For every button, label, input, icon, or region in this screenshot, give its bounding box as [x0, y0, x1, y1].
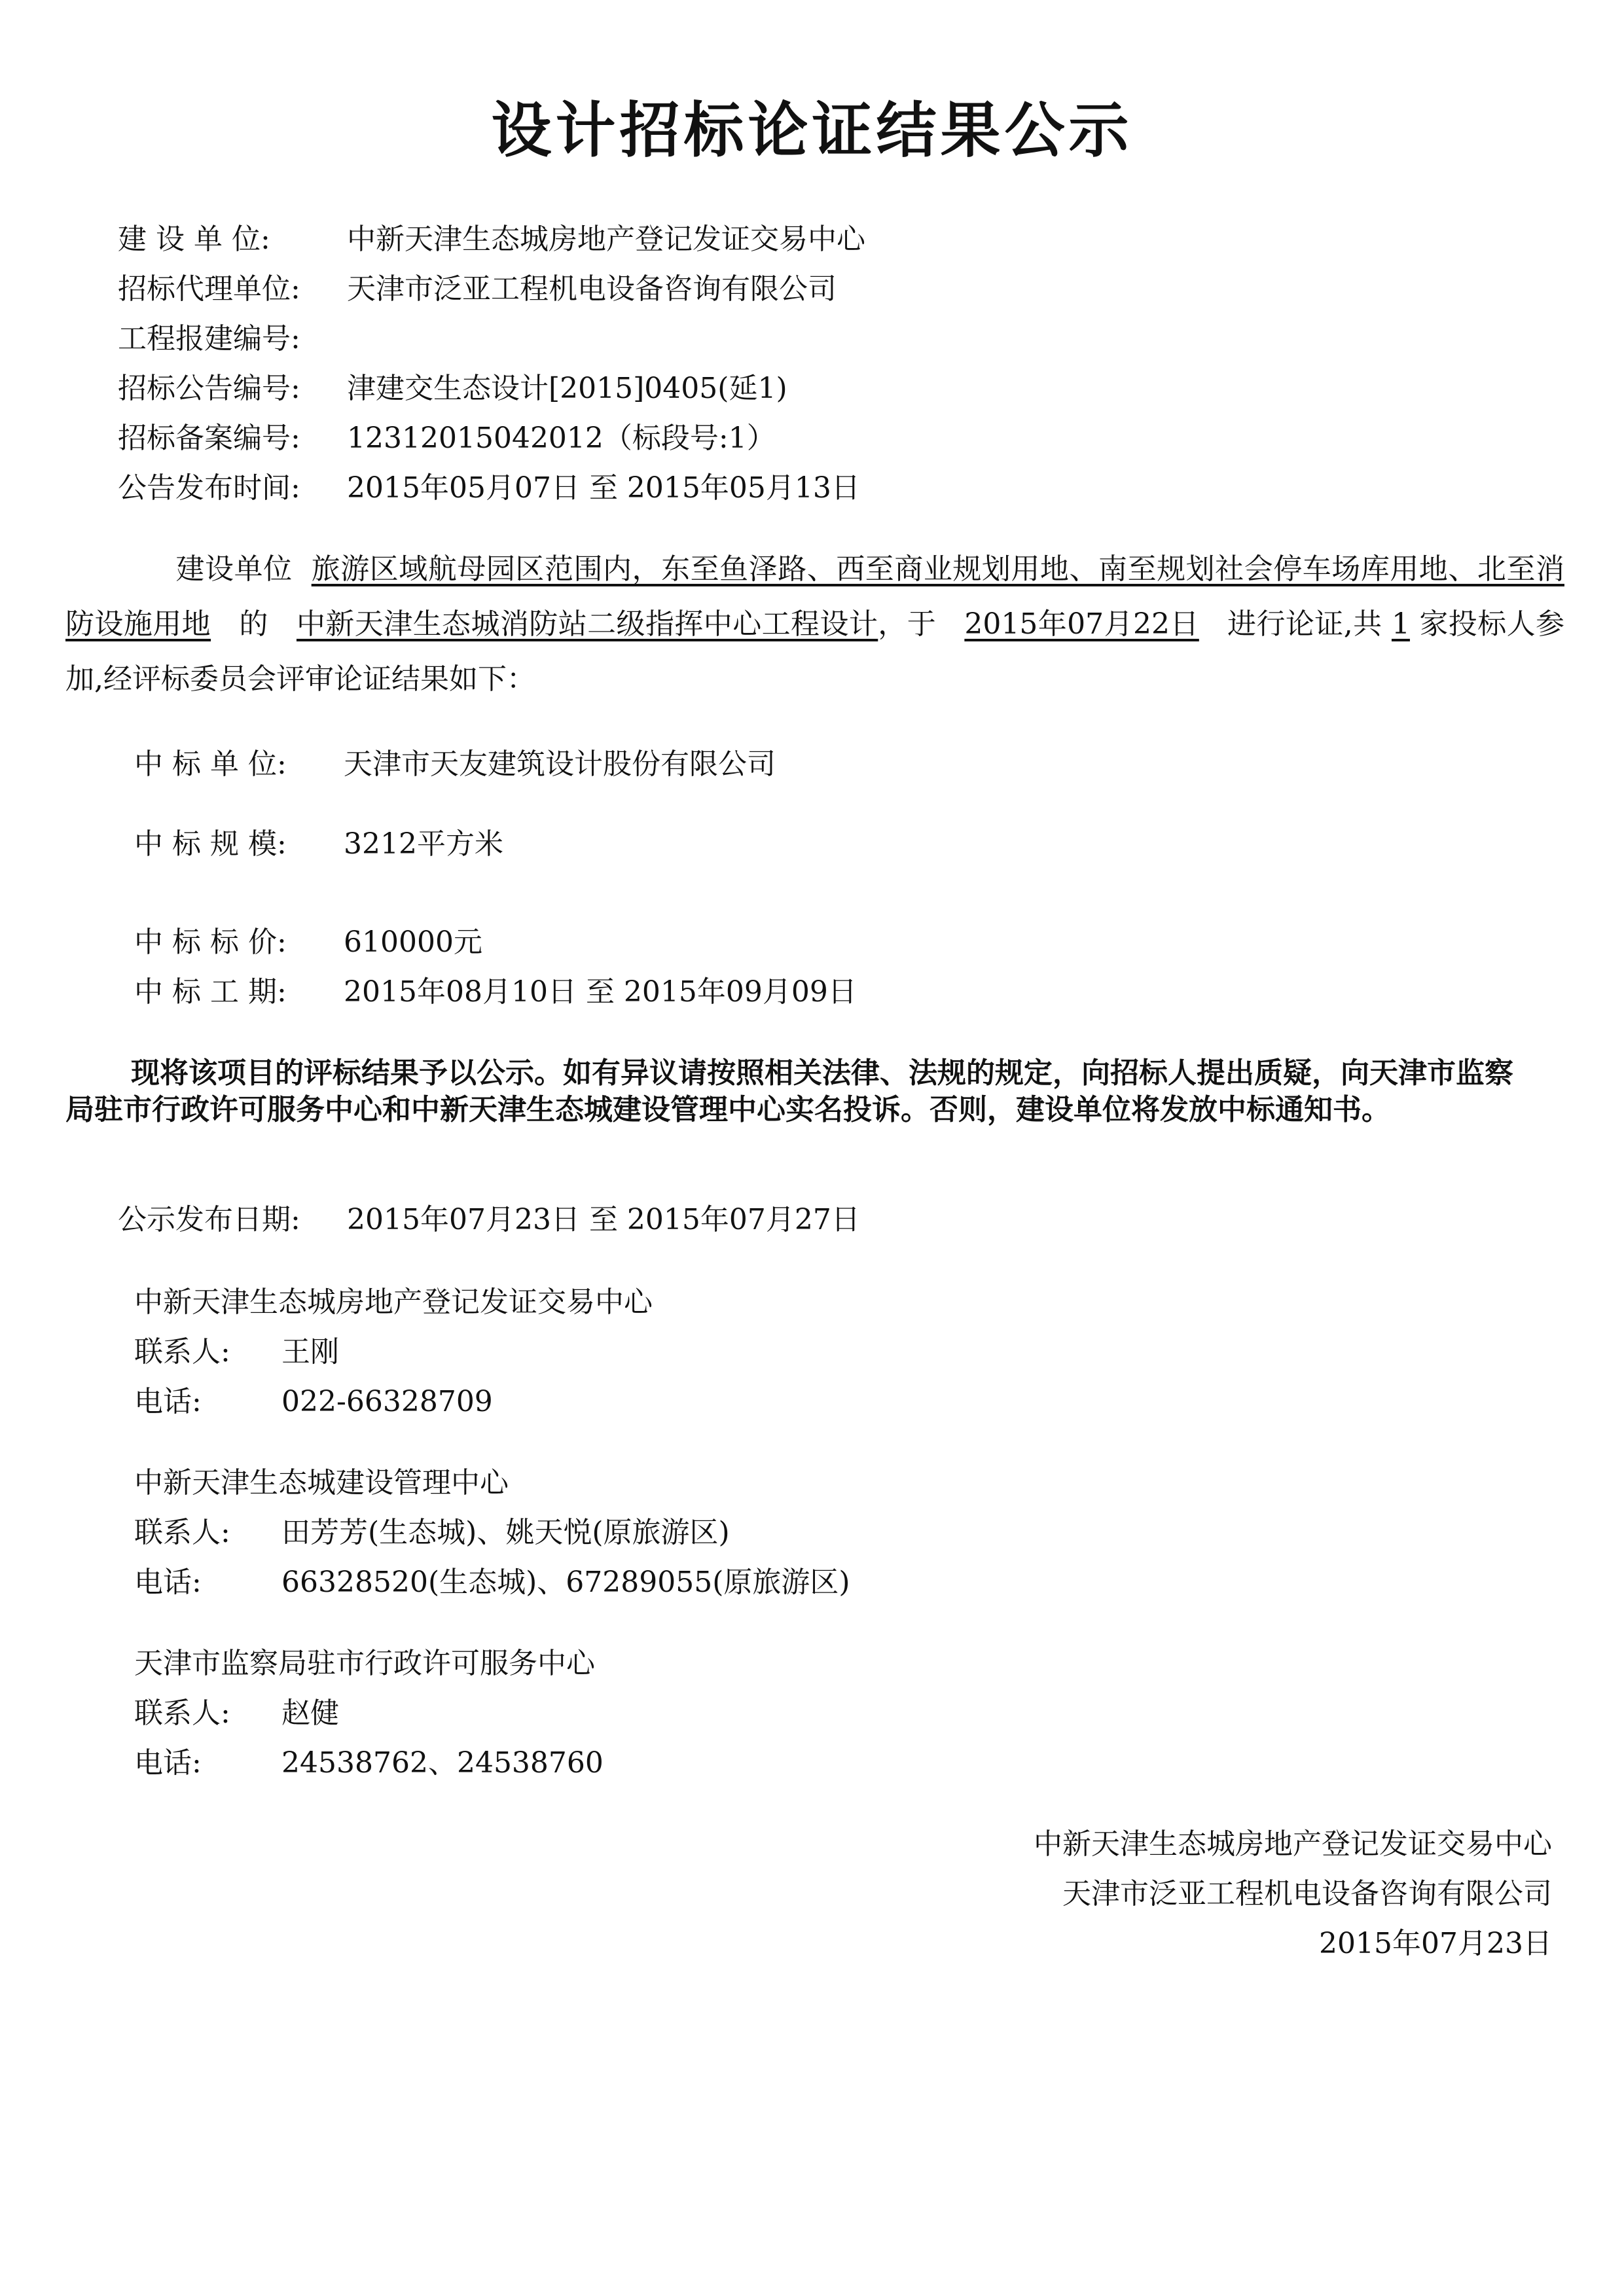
contact-person-row — [134, 1334, 339, 1371]
summary-suffix: 家投标人参加,经评标委员会评审论证结果如下： — [65, 607, 1565, 696]
project-location: 旅游区域航母园区范围内，东至鱼泽路、西至商业规划用地、南至规划社会停车场库用地、北至消防设施用地 — [65, 552, 1564, 641]
result-value: 2015年08月10日 至 2015年09月09日 — [344, 975, 857, 1009]
contact-person: 王刚 — [281, 1335, 339, 1369]
contact-phone: 66328520(生态城)、67289055(原旅游区) — [281, 1566, 850, 1599]
info-row-builder — [118, 221, 865, 258]
info-value: 2015年05月07日 至 2015年05月13日 — [347, 471, 860, 505]
contact-org: 天津市监察局驻市行政许可服务中心 — [134, 1647, 595, 1680]
contact-org: 中新天津生态城建设管理中心 — [134, 1466, 509, 1499]
info-row-agent — [118, 271, 837, 308]
info-row-announcement-time — [118, 470, 860, 507]
info-value: 津建交生态设计[2015]0405(延1) — [347, 372, 787, 405]
result-value: 610000元 — [344, 925, 482, 959]
result-value: 3212平方米 — [344, 827, 503, 861]
publish-label: 公示发布日期: — [118, 1203, 300, 1236]
result-label: 中 标 标 价: — [134, 925, 287, 959]
publish-value: 2015年07月23日 至 2015年07月27日 — [347, 1203, 860, 1236]
summary-mid3: 进行论证,共 — [1227, 607, 1382, 641]
result-row-price — [134, 924, 482, 961]
info-row-announcement-number — [118, 370, 787, 407]
summary-paragraph — [65, 542, 1564, 707]
signature-date: 2015年07月23日 — [1319, 1927, 1552, 1960]
publish-date-row — [118, 1202, 860, 1238]
project-name: 中新天津生态城消防站二级指挥中心工程设计 — [296, 607, 878, 641]
evaluation-date: 2015年07月22日 — [964, 607, 1199, 641]
result-row-duration — [134, 974, 857, 1011]
objection-notice-text: 现将该项目的评标结果予以公示。如有异议请按照相关法律、法规的规定，向招标人提出质疑，向天津市监察局驻市行政许可服务中心和中新天津生态城建设管理中心实名投诉。否则，建设单位将发放中标通知书。 — [65, 1056, 1513, 1126]
contact-person-row — [134, 1695, 339, 1732]
contact-phone: 24538762、24538760 — [281, 1746, 604, 1780]
contact-person-label: 联系人: — [134, 1335, 230, 1369]
info-label: 工程报建编号: — [118, 322, 300, 355]
contact-person: 田芳芳(生态城)、姚天悦(原旅游区) — [281, 1516, 730, 1549]
contact-phone-label: 电话: — [134, 1746, 202, 1780]
contact-phone-row — [134, 1745, 604, 1782]
document-title: 设计招标论证结果公示 — [491, 96, 1133, 166]
contact-phone-row — [134, 1564, 850, 1601]
bidder-count: 1 — [1391, 607, 1410, 641]
result-row-scale — [134, 826, 503, 863]
objection-notice — [65, 1055, 1538, 1128]
contact-org: 中新天津生态城房地产登记发证交易中心 — [134, 1285, 653, 1319]
contact-phone: 022-66328709 — [281, 1385, 493, 1418]
info-row-project-number — [118, 321, 347, 357]
result-label: 中 标 规 模: — [134, 827, 287, 861]
summary-prefix: 建设单位 — [175, 552, 293, 586]
summary-mid1: 的 — [239, 607, 268, 641]
info-value: 中新天津生态城房地产登记发证交易中心 — [347, 223, 865, 256]
contact-phone-row — [134, 1384, 493, 1420]
signature-org-2: 天津市泛亚工程机电设备咨询有限公司 — [1062, 1877, 1552, 1910]
contact-person-row — [134, 1515, 730, 1551]
info-label: 公告发布时间: — [118, 471, 300, 505]
contact-person: 赵健 — [281, 1696, 339, 1730]
signature-org-1: 中新天津生态城房地产登记发证交易中心 — [1034, 1827, 1552, 1861]
info-value: 12312015042012（标段号:1） — [347, 422, 776, 455]
result-row-winner — [134, 746, 776, 783]
result-value: 天津市天友建筑设计股份有限公司 — [344, 747, 776, 781]
result-label: 中 标 工 期: — [134, 975, 287, 1009]
info-label: 招标公告编号: — [118, 372, 300, 405]
info-row-filing-number — [118, 420, 776, 457]
summary-mid2: ，于 — [878, 607, 937, 641]
contact-person-label: 联系人: — [134, 1696, 230, 1730]
result-label: 中 标 单 位: — [134, 747, 287, 781]
info-label: 招标代理单位: — [118, 272, 300, 306]
contact-person-label: 联系人: — [134, 1516, 230, 1549]
contact-phone-label: 电话: — [134, 1566, 202, 1599]
info-value: 天津市泛亚工程机电设备咨询有限公司 — [347, 272, 837, 306]
info-label: 招标备案编号: — [118, 422, 300, 455]
info-label: 建 设 单 位: — [118, 223, 270, 256]
contact-phone-label: 电话: — [134, 1385, 202, 1418]
